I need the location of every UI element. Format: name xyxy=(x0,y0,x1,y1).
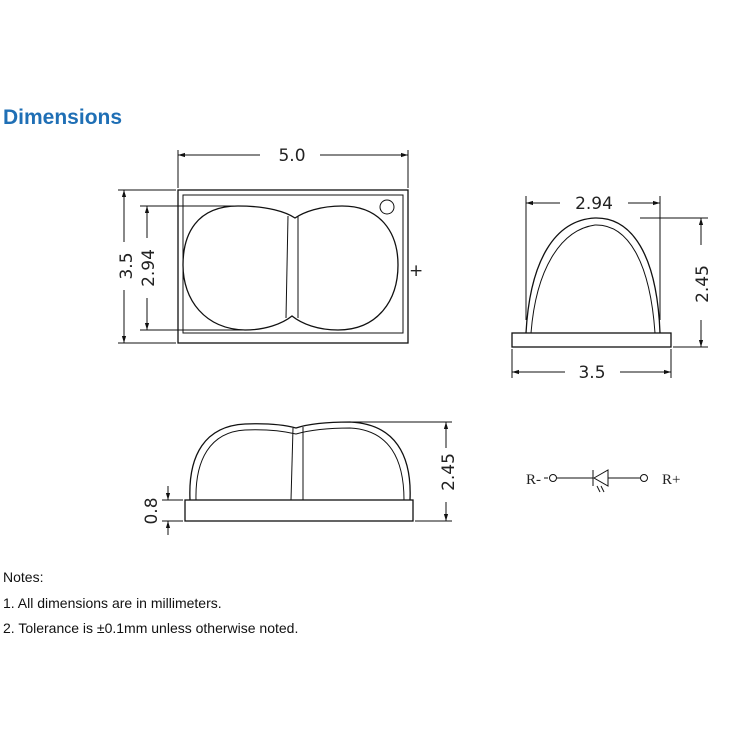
side-base xyxy=(512,333,671,347)
front-base xyxy=(185,500,413,521)
polarity-mark-icon xyxy=(380,200,394,214)
front-height-label: 2.45 xyxy=(439,453,459,491)
circuit-right-label: R+ xyxy=(662,472,681,488)
front-dome xyxy=(190,422,410,500)
note-item: 2. Tolerance is ±0.1mm unless otherwise noted. xyxy=(3,620,299,636)
top-view xyxy=(117,146,423,343)
height-label: 3.5 xyxy=(117,252,137,280)
notes-heading: Notes: xyxy=(3,569,44,585)
width-label: 5.0 xyxy=(278,146,306,166)
package-inner-outline xyxy=(183,195,403,333)
page-title: Dimensions xyxy=(3,106,123,129)
note-item: 1. All dimensions are in millimeters. xyxy=(3,595,222,611)
side-view xyxy=(512,194,713,383)
led-circuit-symbol xyxy=(526,470,680,492)
front-base-label: 0.8 xyxy=(142,497,162,525)
side-height-label: 2.45 xyxy=(693,265,713,303)
circuit-left-label: R- xyxy=(526,472,541,488)
front-view xyxy=(142,422,459,535)
plus-mark: + xyxy=(409,261,424,281)
side-dome xyxy=(526,218,660,333)
side-lens-width-label: 2.94 xyxy=(575,194,613,214)
diode-icon xyxy=(594,470,608,486)
dual-lens-outline xyxy=(183,206,398,330)
side-base-width-label: 3.5 xyxy=(578,363,606,383)
lens-label: 2.94 xyxy=(139,249,159,287)
